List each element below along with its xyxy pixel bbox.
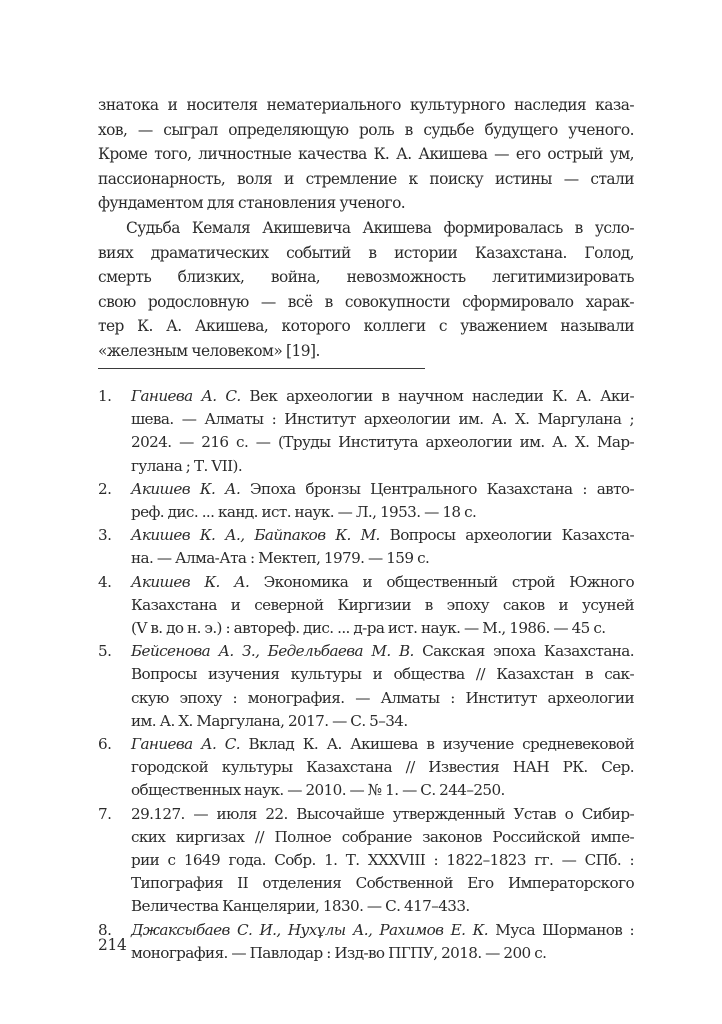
footnote-text: Экономика и общественный строй Южного: [249, 572, 634, 591]
text-line: хов, — сыграл определяющую роль в судьбе будущего ученого.: [98, 120, 634, 139]
footnote-text: 29.127. — июля 22. Высочайше утвержденный Устав о Сибир-: [131, 804, 634, 823]
footnote-text: городской культуры Казахстана // Известия НАН РК. Сер.: [131, 758, 634, 777]
footnote-number: 2.: [98, 479, 112, 498]
footnote-text: реф. дис. ... канд. ист. наук. — Л., 1953. — 18 с.: [131, 503, 477, 522]
footnote-text: скую эпоху : монография. — Алматы : Институт археологии: [131, 688, 634, 707]
footnote-number: 3.: [98, 526, 112, 545]
text-line: Судьба Кемаля Акишевича Акишева формировалась в усло-: [126, 218, 634, 237]
footnote-item: [98, 524, 634, 570]
text-line: «железным человеком» [19].: [98, 341, 320, 360]
footnote-number: 4.: [98, 572, 112, 591]
text-line: фундаментом для становления ученого.: [98, 194, 406, 213]
text-line: знатока и носителя нематериального культурного наследия каза-: [98, 96, 634, 114]
footnote-author: Джаксыбаев С. И., Нухұлы А., Рахимов Е. К.: [131, 920, 489, 939]
main-text: [98, 93, 634, 364]
footnote-number: 8.: [98, 920, 112, 939]
footnote-item: [98, 571, 634, 641]
footnote-text: Муса Шорманов :: [488, 920, 634, 939]
footnote-text: Вопросы изучения культуры и общества // Казахстан в сак-: [131, 665, 634, 684]
paragraph-2: [98, 216, 634, 364]
text-line: тер К. А. Акишева, которого коллеги с уважением называли: [98, 317, 634, 336]
footnote-author: Акишев К. А.: [131, 479, 241, 498]
text-line: виях драматических событий в истории Казахстана. Голод,: [98, 243, 634, 262]
text-line: пассионарность, воля и стремление к поиску истины — стали: [98, 169, 634, 188]
footnote-text: рии с 1649 года. Собр. 1. Т. XXXVIII : 1822–1823 гг. — СПб. :: [131, 851, 634, 870]
footnote-item: [98, 385, 634, 478]
footnote-author: Бейсенова А. З., Бедельбаева М. В.: [131, 642, 414, 661]
footnote-item: [98, 803, 634, 919]
footnote-text: Век археологии в научном наследии К. А. Аки-: [240, 387, 634, 405]
footnote-separator: [98, 368, 425, 369]
footnote-text: шева. — Алматы : Институт археологии им. А. Х. Маргулана ;: [131, 410, 634, 429]
footnote-text: им. А. Х. Маргулана, 2017. — С. 5–34.: [131, 711, 408, 730]
footnote-author: Ганиева А. С.: [131, 735, 240, 754]
footnote-number: 6.: [98, 735, 112, 754]
footnote-author: Акишев К. А.: [131, 572, 250, 591]
footnote-text: монография. — Павлодар : Изд-во ПГПУ, 2018. — 200 с.: [131, 943, 547, 962]
footnote-number: 7.: [98, 804, 112, 823]
footnote-text: Типография II отделения Собственной Его Императорского: [131, 874, 634, 893]
footnote-text: Сакская эпоха Казахстана.: [413, 642, 634, 661]
footnote-text: (V в. до н. э.) : автореф. дис. ... д-ра ист. наук. — М., 1986. — 45 с.: [131, 619, 606, 638]
paragraph-1: [98, 93, 634, 216]
footnote-text: Казахстана и северной Киргизии в эпоху саков и усуней: [131, 595, 634, 614]
footnotes-list: [98, 385, 634, 965]
footnote-author: Ганиева А. С.: [131, 387, 241, 405]
footnote-text: общественных наук. — 2010. — № 1. — С. 244–250.: [131, 781, 505, 800]
footnote-text: Эпоха бронзы Центрального Казахстана : авто-: [240, 479, 634, 498]
footnote-text: Вклад К. А. Акишева в изучение средневековой: [239, 735, 634, 754]
footnote-item: [98, 478, 634, 524]
page-number: 214: [98, 936, 127, 954]
footnote-item: [98, 640, 634, 733]
footnote-text: Вопросы археологии Казахста-: [379, 526, 634, 545]
footnote-number: 1.: [98, 387, 112, 405]
footnote-item: [98, 919, 634, 965]
text-line: свою родословную — всё в совокупности сформировало харак-: [98, 292, 634, 311]
text-line: смерть близких, война, невозможность легитимизировать: [98, 268, 634, 287]
footnote-text: ских киргизах // Полное собрание законов Российской импе-: [131, 827, 634, 846]
footnote-text: Величества Канцелярии, 1830. — С. 417–433.: [131, 897, 470, 916]
footnote-text: на. — Алма-Ата : Мектеп, 1979. — 159 с.: [131, 549, 430, 568]
text-line: Кроме того, личностные качества К. А. Акишева — его острый ум,: [98, 145, 634, 164]
footnote-author: Акишев К. А., Байпаков К. М.: [131, 526, 380, 545]
footnote-text: 2024. — 216 с. — (Труды Института археологии им. А. Х. Мар-: [131, 433, 634, 452]
footnote-text: гулана ; Т. VII).: [131, 456, 243, 475]
footnote-item: [98, 733, 634, 803]
footnote-number: 5.: [98, 642, 112, 661]
